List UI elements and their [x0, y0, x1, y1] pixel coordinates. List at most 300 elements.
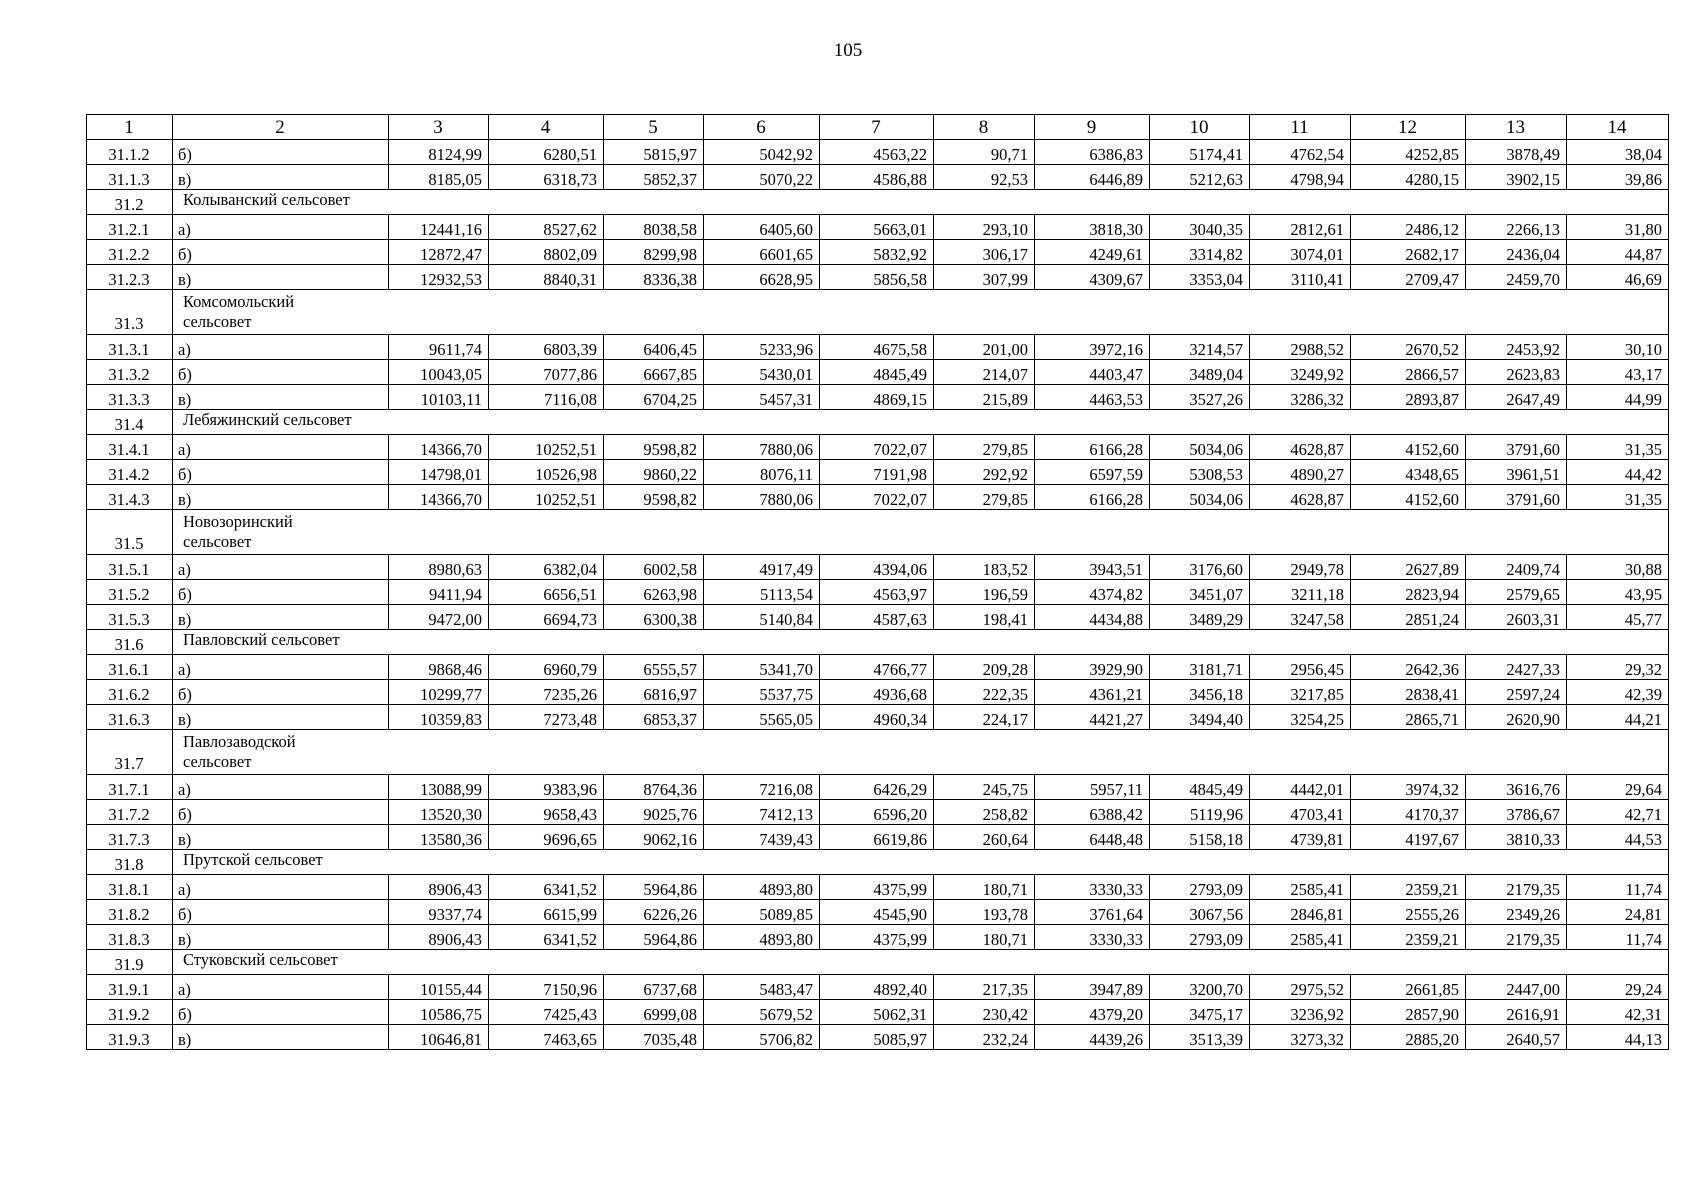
value-cell: 222,35 [934, 680, 1035, 705]
value-cell: 7116,08 [489, 385, 604, 410]
row-code: 31.5.1 [87, 555, 173, 580]
row-code: 31.9.3 [87, 1025, 173, 1050]
value-cell: 10103,11 [389, 385, 489, 410]
value-cell: 4917,49 [704, 555, 820, 580]
value-cell: 4442,01 [1250, 775, 1351, 800]
column-header: 13 [1466, 115, 1567, 140]
value-cell: 8764,36 [604, 775, 704, 800]
section-name [173, 510, 1669, 555]
table-row [87, 165, 1669, 190]
value-cell: 6280,51 [489, 140, 604, 165]
value-cell: 9062,16 [604, 825, 704, 850]
value-cell: 4375,99 [820, 875, 934, 900]
section-name [173, 290, 1669, 335]
value-cell: 2623,83 [1466, 360, 1567, 385]
row-code: 31.6.2 [87, 680, 173, 705]
value-cell: 45,77 [1567, 605, 1669, 630]
value-cell: 3494,40 [1150, 705, 1250, 730]
value-cell: 8840,31 [489, 265, 604, 290]
row-code: 31.1.3 [87, 165, 173, 190]
value-cell: 13580,36 [389, 825, 489, 850]
section-code: 31.3 [87, 290, 173, 335]
value-cell: 5113,54 [704, 580, 820, 605]
row-label: а) [173, 435, 389, 460]
table-row [87, 655, 1669, 680]
table-row [87, 1025, 1669, 1050]
value-cell: 5430,01 [704, 360, 820, 385]
value-cell: 7463,65 [489, 1025, 604, 1050]
value-cell: 2851,24 [1351, 605, 1466, 630]
value-cell: 6318,73 [489, 165, 604, 190]
value-cell: 3974,32 [1351, 775, 1466, 800]
row-label: б) [173, 240, 389, 265]
value-cell: 198,41 [934, 605, 1035, 630]
row-label: б) [173, 580, 389, 605]
table-row [87, 1000, 1669, 1025]
value-cell: 4375,99 [820, 925, 934, 950]
value-cell: 9868,46 [389, 655, 489, 680]
table-row [87, 775, 1669, 800]
value-cell: 4893,80 [704, 875, 820, 900]
value-cell: 92,53 [934, 165, 1035, 190]
value-cell: 4587,63 [820, 605, 934, 630]
value-cell: 5663,01 [820, 215, 934, 240]
value-cell: 7880,06 [704, 485, 820, 510]
value-cell: 30,88 [1567, 555, 1669, 580]
row-code: 31.6.3 [87, 705, 173, 730]
value-cell: 6597,59 [1035, 460, 1150, 485]
value-cell: 3254,25 [1250, 705, 1351, 730]
value-cell: 4892,40 [820, 975, 934, 1000]
table-row [87, 825, 1669, 850]
value-cell: 10252,51 [489, 485, 604, 510]
value-cell: 180,71 [934, 925, 1035, 950]
value-cell: 12872,47 [389, 240, 489, 265]
value-cell: 3181,71 [1150, 655, 1250, 680]
value-cell: 6628,95 [704, 265, 820, 290]
value-cell: 7216,08 [704, 775, 820, 800]
value-cell: 2627,89 [1351, 555, 1466, 580]
value-cell: 5565,05 [704, 705, 820, 730]
value-cell: 2453,92 [1466, 335, 1567, 360]
value-cell: 5085,97 [820, 1025, 934, 1050]
value-cell: 2640,57 [1466, 1025, 1567, 1050]
value-cell: 2823,94 [1351, 580, 1466, 605]
row-label: б) [173, 800, 389, 825]
value-cell: 29,24 [1567, 975, 1669, 1000]
value-cell: 6300,38 [604, 605, 704, 630]
value-cell: 3353,04 [1150, 265, 1250, 290]
section-name-text: Павлозаводской сельсовет [183, 732, 296, 771]
value-cell: 14366,70 [389, 485, 489, 510]
value-cell: 2793,09 [1150, 875, 1250, 900]
table-row [87, 925, 1669, 950]
value-cell: 6382,04 [489, 555, 604, 580]
value-cell: 39,86 [1567, 165, 1669, 190]
value-cell: 43,17 [1567, 360, 1669, 385]
value-cell: 10646,81 [389, 1025, 489, 1050]
value-cell: 6405,60 [704, 215, 820, 240]
value-cell: 5233,96 [704, 335, 820, 360]
value-cell: 5140,84 [704, 605, 820, 630]
value-cell: 3961,51 [1466, 460, 1567, 485]
table-row [87, 900, 1669, 925]
value-cell: 4374,82 [1035, 580, 1150, 605]
value-cell: 5341,70 [704, 655, 820, 680]
value-cell: 31,35 [1567, 485, 1669, 510]
value-cell: 6555,57 [604, 655, 704, 680]
value-cell: 11,74 [1567, 925, 1669, 950]
value-cell: 4421,27 [1035, 705, 1150, 730]
value-cell: 2893,87 [1351, 385, 1466, 410]
value-cell: 3330,33 [1035, 925, 1150, 950]
section-row [87, 630, 1669, 655]
row-label: в) [173, 165, 389, 190]
row-code: 31.7.3 [87, 825, 173, 850]
value-cell: 3929,90 [1035, 655, 1150, 680]
value-cell: 5537,75 [704, 680, 820, 705]
value-cell: 4152,60 [1351, 485, 1466, 510]
value-cell: 12441,16 [389, 215, 489, 240]
value-cell: 9383,96 [489, 775, 604, 800]
value-cell: 9598,82 [604, 435, 704, 460]
section-row [87, 190, 1669, 215]
value-cell: 4249,61 [1035, 240, 1150, 265]
value-cell: 193,78 [934, 900, 1035, 925]
value-cell: 2409,74 [1466, 555, 1567, 580]
section-code: 31.5 [87, 510, 173, 555]
row-code: 31.8.3 [87, 925, 173, 950]
value-cell: 3791,60 [1466, 435, 1567, 460]
value-cell: 42,39 [1567, 680, 1669, 705]
row-code: 31.9.2 [87, 1000, 173, 1025]
value-cell: 6667,85 [604, 360, 704, 385]
value-cell: 6386,83 [1035, 140, 1150, 165]
row-label: б) [173, 140, 389, 165]
value-cell: 2838,41 [1351, 680, 1466, 705]
value-cell: 4845,49 [820, 360, 934, 385]
value-cell: 4439,26 [1035, 1025, 1150, 1050]
table-row [87, 460, 1669, 485]
value-cell: 7235,26 [489, 680, 604, 705]
value-cell: 44,99 [1567, 385, 1669, 410]
value-cell: 8185,05 [389, 165, 489, 190]
tariff-table [86, 114, 1669, 1050]
row-label: в) [173, 485, 389, 510]
value-cell: 14366,70 [389, 435, 489, 460]
section-row [87, 290, 1669, 335]
value-cell: 5964,86 [604, 925, 704, 950]
section-name: Стуковский сельсовет [173, 950, 1669, 975]
row-code: 31.7.2 [87, 800, 173, 825]
table-row [87, 435, 1669, 460]
row-code: 31.3.3 [87, 385, 173, 410]
column-header: 7 [820, 115, 934, 140]
value-cell: 3786,67 [1466, 800, 1567, 825]
row-code: 31.2.1 [87, 215, 173, 240]
value-cell: 5706,82 [704, 1025, 820, 1050]
value-cell: 14798,01 [389, 460, 489, 485]
value-cell: 8906,43 [389, 875, 489, 900]
value-cell: 4798,94 [1250, 165, 1351, 190]
value-cell: 3878,49 [1466, 140, 1567, 165]
value-cell: 9598,82 [604, 485, 704, 510]
table-row [87, 385, 1669, 410]
row-label: б) [173, 680, 389, 705]
row-code: 31.5.3 [87, 605, 173, 630]
value-cell: 4960,34 [820, 705, 934, 730]
section-row [87, 410, 1669, 435]
value-cell: 3818,30 [1035, 215, 1150, 240]
table-row [87, 800, 1669, 825]
value-cell: 7191,98 [820, 460, 934, 485]
value-cell: 6406,45 [604, 335, 704, 360]
value-cell: 293,10 [934, 215, 1035, 240]
value-cell: 30,10 [1567, 335, 1669, 360]
value-cell: 4628,87 [1250, 435, 1351, 460]
row-code: 31.8.1 [87, 875, 173, 900]
value-cell: 13088,99 [389, 775, 489, 800]
value-cell: 5832,92 [820, 240, 934, 265]
value-cell: 6446,89 [1035, 165, 1150, 190]
value-cell: 3527,26 [1150, 385, 1250, 410]
value-cell: 42,31 [1567, 1000, 1669, 1025]
row-code: 31.4.3 [87, 485, 173, 510]
value-cell: 38,04 [1567, 140, 1669, 165]
value-cell: 3040,35 [1150, 215, 1250, 240]
value-cell: 44,42 [1567, 460, 1669, 485]
value-cell: 7880,06 [704, 435, 820, 460]
value-cell: 3451,07 [1150, 580, 1250, 605]
row-label: а) [173, 775, 389, 800]
value-cell: 6601,65 [704, 240, 820, 265]
column-header: 12 [1351, 115, 1466, 140]
value-cell: 4348,65 [1351, 460, 1466, 485]
value-cell: 5964,86 [604, 875, 704, 900]
value-cell: 4890,27 [1250, 460, 1351, 485]
value-cell: 5034,06 [1150, 435, 1250, 460]
column-header: 1 [87, 115, 173, 140]
value-cell: 3902,15 [1466, 165, 1567, 190]
section-code: 31.8 [87, 850, 173, 875]
value-cell: 5062,31 [820, 1000, 934, 1025]
section-row [87, 730, 1669, 775]
value-cell: 3217,85 [1250, 680, 1351, 705]
value-cell: 4703,41 [1250, 800, 1351, 825]
value-cell: 2642,36 [1351, 655, 1466, 680]
table-row [87, 335, 1669, 360]
value-cell: 7412,13 [704, 800, 820, 825]
value-cell: 5483,47 [704, 975, 820, 1000]
value-cell: 6656,51 [489, 580, 604, 605]
value-cell: 8038,58 [604, 215, 704, 240]
value-cell: 6737,68 [604, 975, 704, 1000]
value-cell: 2266,13 [1466, 215, 1567, 240]
table-row [87, 875, 1669, 900]
page-number: 105 [833, 40, 863, 61]
value-cell: 2427,33 [1466, 655, 1567, 680]
table-body [87, 140, 1669, 1050]
table-row [87, 265, 1669, 290]
value-cell: 3489,29 [1150, 605, 1250, 630]
value-cell: 2670,52 [1351, 335, 1466, 360]
header-row [87, 115, 1669, 140]
value-cell: 7077,86 [489, 360, 604, 385]
value-cell: 29,64 [1567, 775, 1669, 800]
section-name-text: Комсомольский сельсовет [183, 292, 295, 331]
value-cell: 2949,78 [1250, 555, 1351, 580]
value-cell: 4379,20 [1035, 1000, 1150, 1025]
value-cell: 2579,65 [1466, 580, 1567, 605]
value-cell: 10043,05 [389, 360, 489, 385]
value-cell: 4586,88 [820, 165, 934, 190]
value-cell: 44,87 [1567, 240, 1669, 265]
section-row [87, 850, 1669, 875]
value-cell: 3110,41 [1250, 265, 1351, 290]
value-cell: 6341,52 [489, 875, 604, 900]
section-code: 31.4 [87, 410, 173, 435]
row-label: б) [173, 900, 389, 925]
column-header: 3 [389, 115, 489, 140]
row-label: а) [173, 875, 389, 900]
value-cell: 4545,90 [820, 900, 934, 925]
section-code: 31.7 [87, 730, 173, 775]
value-cell: 6166,28 [1035, 435, 1150, 460]
value-cell: 4675,58 [820, 335, 934, 360]
value-cell: 3074,01 [1250, 240, 1351, 265]
value-cell: 5957,11 [1035, 775, 1150, 800]
row-label: в) [173, 825, 389, 850]
value-cell: 7425,43 [489, 1000, 604, 1025]
column-header: 9 [1035, 115, 1150, 140]
value-cell: 2885,20 [1351, 1025, 1466, 1050]
value-cell: 2682,17 [1351, 240, 1466, 265]
row-code: 31.8.2 [87, 900, 173, 925]
value-cell: 6596,20 [820, 800, 934, 825]
value-cell: 3200,70 [1150, 975, 1250, 1000]
value-cell: 260,64 [934, 825, 1035, 850]
row-code: 31.3.1 [87, 335, 173, 360]
value-cell: 209,28 [934, 655, 1035, 680]
value-cell: 4309,67 [1035, 265, 1150, 290]
value-cell: 8906,43 [389, 925, 489, 950]
value-cell: 9860,22 [604, 460, 704, 485]
value-cell: 2359,21 [1351, 875, 1466, 900]
section-name-text: Новозоринский сельсовет [183, 512, 293, 551]
value-cell: 44,13 [1567, 1025, 1669, 1050]
section-name: Колыванский сельсовет [173, 190, 1669, 215]
value-cell: 90,71 [934, 140, 1035, 165]
value-cell: 4394,06 [820, 555, 934, 580]
row-code: 31.1.2 [87, 140, 173, 165]
table-row [87, 705, 1669, 730]
table-row [87, 555, 1669, 580]
value-cell: 6448,48 [1035, 825, 1150, 850]
value-cell: 4252,85 [1351, 140, 1466, 165]
value-cell: 6166,28 [1035, 485, 1150, 510]
value-cell: 2616,91 [1466, 1000, 1567, 1025]
value-cell: 10299,77 [389, 680, 489, 705]
value-cell: 5119,96 [1150, 800, 1250, 825]
value-cell: 3761,64 [1035, 900, 1150, 925]
value-cell: 196,59 [934, 580, 1035, 605]
value-cell: 9658,43 [489, 800, 604, 825]
value-cell: 279,85 [934, 435, 1035, 460]
value-cell: 4152,60 [1351, 435, 1466, 460]
value-cell: 7273,48 [489, 705, 604, 730]
value-cell: 2793,09 [1150, 925, 1250, 950]
value-cell: 42,71 [1567, 800, 1669, 825]
value-cell: 10359,83 [389, 705, 489, 730]
value-cell: 6226,26 [604, 900, 704, 925]
value-cell: 9411,94 [389, 580, 489, 605]
value-cell: 3067,56 [1150, 900, 1250, 925]
value-cell: 258,82 [934, 800, 1035, 825]
value-cell: 2975,52 [1250, 975, 1351, 1000]
row-code: 31.3.2 [87, 360, 173, 385]
row-label: в) [173, 385, 389, 410]
value-cell: 5457,31 [704, 385, 820, 410]
table-header [87, 115, 1669, 140]
value-cell: 3489,04 [1150, 360, 1250, 385]
value-cell: 8980,63 [389, 555, 489, 580]
column-header: 5 [604, 115, 704, 140]
value-cell: 3236,92 [1250, 1000, 1351, 1025]
row-label: в) [173, 705, 389, 730]
value-cell: 4170,37 [1351, 800, 1466, 825]
value-cell: 6341,52 [489, 925, 604, 950]
value-cell: 6615,99 [489, 900, 604, 925]
value-cell: 24,81 [1567, 900, 1669, 925]
value-cell: 3176,60 [1150, 555, 1250, 580]
value-cell: 6619,86 [820, 825, 934, 850]
row-label: в) [173, 1025, 389, 1050]
table-row [87, 360, 1669, 385]
row-label: б) [173, 360, 389, 385]
value-cell: 4280,15 [1351, 165, 1466, 190]
value-cell: 214,07 [934, 360, 1035, 385]
value-cell: 2555,26 [1351, 900, 1466, 925]
value-cell: 5852,37 [604, 165, 704, 190]
section-row [87, 950, 1669, 975]
section-code: 31.6 [87, 630, 173, 655]
value-cell: 5679,52 [704, 1000, 820, 1025]
value-cell: 3513,39 [1150, 1025, 1250, 1050]
value-cell: 180,71 [934, 875, 1035, 900]
value-cell: 4869,15 [820, 385, 934, 410]
table-row [87, 240, 1669, 265]
row-code: 31.4.2 [87, 460, 173, 485]
value-cell: 8299,98 [604, 240, 704, 265]
value-cell: 2709,47 [1351, 265, 1466, 290]
row-label: а) [173, 975, 389, 1000]
value-cell: 5174,41 [1150, 140, 1250, 165]
column-header: 4 [489, 115, 604, 140]
value-cell: 5212,63 [1150, 165, 1250, 190]
row-label: а) [173, 555, 389, 580]
value-cell: 6816,97 [604, 680, 704, 705]
row-label: б) [173, 1000, 389, 1025]
value-cell: 3214,57 [1150, 335, 1250, 360]
value-cell: 3947,89 [1035, 975, 1150, 1000]
value-cell: 245,75 [934, 775, 1035, 800]
value-cell: 3330,33 [1035, 875, 1150, 900]
value-cell: 5070,22 [704, 165, 820, 190]
value-cell: 9472,00 [389, 605, 489, 630]
value-cell: 4845,49 [1150, 775, 1250, 800]
value-cell: 31,35 [1567, 435, 1669, 460]
value-cell: 2865,71 [1351, 705, 1466, 730]
